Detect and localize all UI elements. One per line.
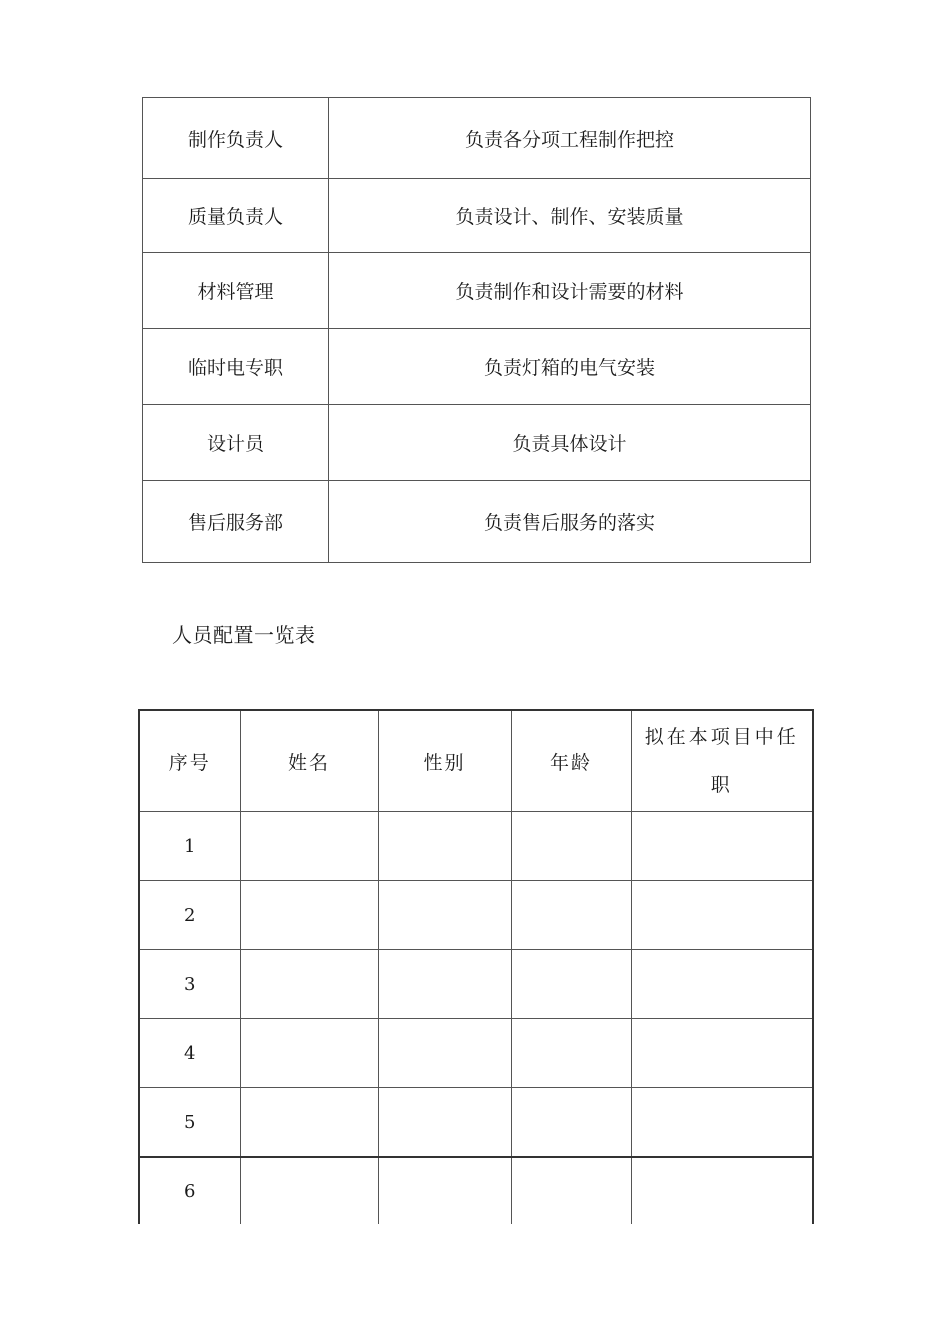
- position-cell: [631, 1157, 813, 1224]
- staff-row: [139, 812, 813, 881]
- age-cell: [511, 1088, 631, 1158]
- name-cell: [240, 812, 378, 881]
- roles-table: [142, 97, 811, 563]
- gender-cell: [378, 1157, 511, 1224]
- role-cell: 制作负责人: [143, 98, 329, 179]
- age-cell: [511, 1019, 631, 1088]
- gender-cell: [378, 1088, 511, 1158]
- role-cell: 临时电专职: [143, 329, 329, 405]
- name-cell: [240, 1019, 378, 1088]
- roles-row: [143, 179, 811, 253]
- name-cell: [240, 1157, 378, 1224]
- header-gender: 性别: [378, 710, 511, 812]
- header-age: 年龄: [511, 710, 631, 812]
- name-cell: [240, 881, 378, 950]
- role-cell: 售后服务部: [143, 481, 329, 563]
- position-cell: [631, 1088, 813, 1158]
- staff-row: [139, 881, 813, 950]
- name-cell: [240, 950, 378, 1019]
- index-cell: 4: [139, 1019, 240, 1088]
- roles-row: [143, 481, 811, 563]
- role-cell: 设计员: [143, 405, 329, 481]
- duty-cell: 负责设计、制作、安装质量: [329, 179, 811, 253]
- roles-row: [143, 405, 811, 481]
- position-cell: [631, 881, 813, 950]
- index-cell: 2: [139, 881, 240, 950]
- position-cell: [631, 812, 813, 881]
- role-cell: 质量负责人: [143, 179, 329, 253]
- age-cell: [511, 950, 631, 1019]
- staff-row: [139, 950, 813, 1019]
- duty-cell: 负责售后服务的落实: [329, 481, 811, 563]
- roles-row: [143, 98, 811, 179]
- position-cell: [631, 950, 813, 1019]
- index-cell: 1: [139, 812, 240, 881]
- duty-cell: 负责各分项工程制作把控: [329, 98, 811, 179]
- gender-cell: [378, 881, 511, 950]
- staff-table-caption: 人员配置一览表: [172, 623, 316, 647]
- duty-cell: 负责灯箱的电气安装: [329, 329, 811, 405]
- header-index: 序号: [139, 710, 240, 812]
- role-cell: 材料管理: [143, 253, 329, 329]
- staff-table: [138, 709, 814, 1224]
- header-name: 姓名: [240, 710, 378, 812]
- roles-row: [143, 253, 811, 329]
- name-cell: [240, 1088, 378, 1158]
- staff-header-row: [139, 710, 813, 812]
- age-cell: [511, 1157, 631, 1224]
- staff-row: [139, 1019, 813, 1088]
- duty-cell: 负责具体设计: [329, 405, 811, 481]
- index-cell: 6: [139, 1157, 240, 1224]
- roles-row: [143, 329, 811, 405]
- duty-cell: 负责制作和设计需要的材料: [329, 253, 811, 329]
- index-cell: 3: [139, 950, 240, 1019]
- gender-cell: [378, 812, 511, 881]
- age-cell: [511, 812, 631, 881]
- position-cell: [631, 1019, 813, 1088]
- staff-row: [139, 1088, 813, 1158]
- gender-cell: [378, 950, 511, 1019]
- index-cell: 5: [139, 1088, 240, 1158]
- staff-row: [139, 1157, 813, 1224]
- age-cell: [511, 881, 631, 950]
- gender-cell: [378, 1019, 511, 1088]
- header-position: 拟在本项目中任职: [631, 710, 813, 812]
